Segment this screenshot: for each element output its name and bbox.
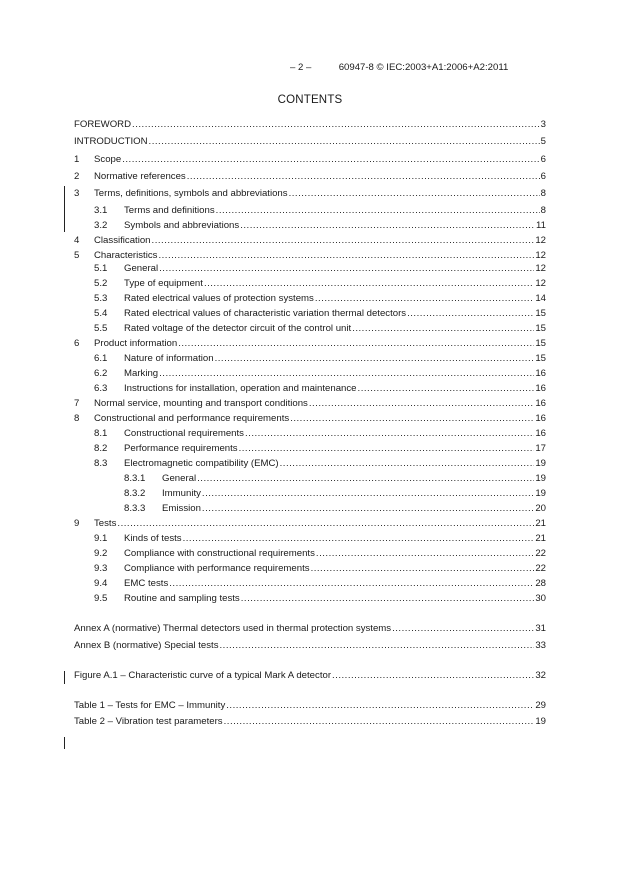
toc-entry-label: Table 2 – Vibration test parameters bbox=[74, 716, 223, 727]
toc-entry-label: Terms and definitions bbox=[124, 205, 215, 216]
toc-entry-page: 19 bbox=[535, 458, 546, 469]
toc-leader-dots bbox=[197, 471, 534, 486]
toc-entry-label: Marking bbox=[124, 368, 159, 379]
toc-entry-number: 8.3 bbox=[94, 458, 108, 469]
toc-entry[interactable] bbox=[74, 233, 546, 248]
toc-leader-dots bbox=[311, 561, 535, 576]
toc-entry[interactable] bbox=[74, 486, 546, 501]
toc-entry[interactable] bbox=[74, 396, 546, 411]
toc-entry-label: Annex A (normative) Thermal detectors used in thermal protection systems bbox=[74, 623, 392, 634]
toc-leader-dots bbox=[241, 591, 535, 606]
toc-entry-page: 16 bbox=[535, 413, 546, 424]
toc-entry-page: 15 bbox=[535, 338, 546, 349]
toc-entry-label: Table 1 – Tests for EMC – Immunity bbox=[74, 700, 226, 711]
toc-entry-page: 6 bbox=[540, 171, 546, 182]
toc-entry[interactable] bbox=[74, 186, 546, 201]
toc-entry-page: 31 bbox=[535, 623, 546, 634]
toc-entry-number: 8 bbox=[74, 413, 80, 424]
toc-entry-label: EMC tests bbox=[124, 578, 169, 589]
toc-entry-page: 11 bbox=[536, 220, 546, 231]
toc-entry-number: 6.1 bbox=[94, 353, 108, 364]
toc-entry[interactable] bbox=[74, 261, 546, 276]
toc-entry[interactable] bbox=[74, 531, 546, 546]
toc-entry-page: 22 bbox=[535, 563, 546, 574]
toc-entry-page: 14 bbox=[535, 293, 546, 304]
toc-entry-label: Figure A.1 – Characteristic curve of a typical Mark A detector bbox=[74, 670, 332, 681]
document-id: 60947-8 © IEC:2003+A1:2006+A2:2011 bbox=[338, 62, 509, 73]
toc-entry-page: 12 bbox=[535, 278, 546, 289]
toc-entry[interactable] bbox=[74, 291, 546, 306]
toc-entry-page: 8 bbox=[540, 188, 546, 199]
toc-entry-page: 30 bbox=[535, 593, 546, 604]
page-number: – 2 – bbox=[290, 62, 312, 73]
toc-entry-number: 8.3.3 bbox=[124, 503, 146, 514]
toc-entry-number: 5.2 bbox=[94, 278, 108, 289]
toc-entry-number: 5.1 bbox=[94, 263, 108, 274]
toc-leader-dots bbox=[289, 186, 540, 201]
toc-entry-label: Tests bbox=[94, 518, 117, 529]
toc-entry-label: Constructional and performance requirements bbox=[94, 413, 290, 424]
toc-entry-label: Kinds of tests bbox=[124, 533, 182, 544]
page-header bbox=[290, 62, 546, 73]
toc-entry-number: 9 bbox=[74, 518, 80, 529]
toc-entry[interactable] bbox=[74, 668, 546, 683]
toc-entry-label: Annex B (normative) Special tests bbox=[74, 640, 219, 651]
toc-leader-dots bbox=[352, 321, 534, 336]
toc-entry-page: 33 bbox=[535, 640, 546, 651]
toc-leader-dots bbox=[149, 134, 540, 149]
toc-leader-dots bbox=[392, 621, 534, 636]
toc-entry-page: 5 bbox=[540, 136, 546, 147]
toc-entry-page: 19 bbox=[535, 473, 546, 484]
toc-entry[interactable] bbox=[74, 169, 546, 184]
toc-leader-dots bbox=[239, 441, 535, 456]
toc-entry-page: 29 bbox=[535, 700, 546, 711]
toc-leader-dots bbox=[178, 336, 534, 351]
toc-leader-dots bbox=[315, 291, 535, 306]
toc-entry-number: 9.3 bbox=[94, 563, 108, 574]
toc-entry-label: Symbols and abbreviations bbox=[124, 220, 240, 231]
toc-entry-number: 9.2 bbox=[94, 548, 108, 559]
toc-leader-dots bbox=[240, 218, 535, 233]
toc-leader-dots bbox=[187, 169, 540, 184]
toc-entry-label: Terms, definitions, symbols and abbreviations bbox=[94, 188, 288, 199]
toc-entry-number: 9.1 bbox=[94, 533, 108, 544]
toc-leader-dots bbox=[358, 381, 535, 396]
toc-entry-label: Performance requirements bbox=[124, 443, 238, 454]
toc-entry[interactable] bbox=[74, 336, 546, 351]
toc-entry[interactable] bbox=[74, 471, 546, 486]
toc-entry-number: 7 bbox=[74, 398, 80, 409]
toc-entry-label: INTRODUCTION bbox=[74, 136, 148, 147]
toc-entry-page: 12 bbox=[535, 250, 546, 261]
toc-entry[interactable] bbox=[74, 306, 546, 321]
toc-entry-label: Characteristics bbox=[94, 250, 158, 261]
toc-entry-number: 8.1 bbox=[94, 428, 108, 439]
toc-entry[interactable] bbox=[74, 698, 546, 713]
toc-entry[interactable] bbox=[74, 366, 546, 381]
toc-entry-label: Constructional requirements bbox=[124, 428, 244, 439]
toc-entry-page: 21 bbox=[535, 518, 546, 529]
toc-entry-label: Immunity bbox=[162, 488, 201, 499]
toc-entry[interactable] bbox=[74, 638, 546, 653]
toc-entry-label: General bbox=[162, 473, 197, 484]
toc-entry-number: 5.5 bbox=[94, 323, 108, 334]
toc-entry-label: Compliance with constructional requirements bbox=[124, 548, 315, 559]
change-bar bbox=[64, 671, 65, 684]
toc-leader-dots bbox=[152, 233, 535, 248]
toc-entry-label: Rated electrical values of characteristic variation thermal detectors bbox=[124, 308, 407, 319]
contents-title: CONTENTS bbox=[277, 94, 343, 106]
toc-entry-label: Rated voltage of the detector circuit of the control unit bbox=[124, 323, 352, 334]
toc-entry[interactable] bbox=[74, 276, 546, 291]
toc-entry[interactable] bbox=[74, 203, 546, 218]
toc-entry-label: Nature of information bbox=[124, 353, 214, 364]
toc-entry-page: 6 bbox=[540, 154, 546, 165]
toc-entry[interactable] bbox=[74, 576, 546, 591]
toc-entry-number: 5.3 bbox=[94, 293, 108, 304]
toc-entry-number: 3.1 bbox=[94, 205, 108, 216]
toc-entry-page: 12 bbox=[535, 235, 546, 246]
toc-entry-label: Routine and sampling tests bbox=[124, 593, 240, 604]
toc-entry[interactable] bbox=[74, 516, 546, 531]
toc-leader-dots bbox=[332, 668, 534, 683]
change-bar bbox=[64, 737, 65, 749]
toc-leader-dots bbox=[224, 714, 535, 729]
toc-entry-page: 20 bbox=[535, 503, 546, 514]
toc-entry-page: 16 bbox=[535, 398, 546, 409]
toc-leader-dots bbox=[407, 306, 534, 321]
toc-entry-label: Scope bbox=[94, 154, 122, 165]
toc-leader-dots bbox=[159, 366, 534, 381]
toc-entry-page: 15 bbox=[535, 308, 546, 319]
toc-entry[interactable] bbox=[74, 218, 546, 233]
toc-leader-dots bbox=[215, 351, 535, 366]
toc-entry-page: 15 bbox=[535, 323, 546, 334]
toc-leader-dots bbox=[220, 638, 535, 653]
toc-entry[interactable] bbox=[74, 501, 546, 516]
toc-leader-dots bbox=[122, 152, 539, 167]
toc-entry-label: Normal service, mounting and transport conditions bbox=[94, 398, 308, 409]
toc-entry[interactable] bbox=[74, 546, 546, 561]
toc-leader-dots bbox=[309, 396, 534, 411]
toc-entry-number: 4 bbox=[74, 235, 80, 246]
toc-entry[interactable] bbox=[74, 591, 546, 606]
toc-entry-number: 8.3.2 bbox=[124, 488, 146, 499]
toc-leader-dots bbox=[117, 516, 534, 531]
toc-entry-page: 22 bbox=[535, 548, 546, 559]
toc-entry-number: 8.3.1 bbox=[124, 473, 146, 484]
toc-leader-dots bbox=[202, 486, 534, 501]
toc-entry-number: 6.3 bbox=[94, 383, 108, 394]
toc-entry[interactable] bbox=[74, 714, 546, 729]
toc-entry[interactable] bbox=[74, 426, 546, 441]
toc-entry-page: 28 bbox=[535, 578, 546, 589]
toc-entry-number: 8.2 bbox=[94, 443, 108, 454]
toc-entry-number: 1 bbox=[74, 154, 80, 165]
toc-leader-dots bbox=[280, 456, 535, 471]
toc-entry-number: 2 bbox=[74, 171, 80, 182]
toc-leader-dots bbox=[159, 261, 534, 276]
toc-entry-label: Electromagnetic compatibility (EMC) bbox=[124, 458, 279, 469]
toc-leader-dots bbox=[316, 546, 534, 561]
toc-entry-number: 3 bbox=[74, 188, 80, 199]
toc-entry[interactable] bbox=[74, 134, 546, 149]
toc-entry-number: 5 bbox=[74, 250, 80, 261]
toc-entry-page: 12 bbox=[535, 263, 546, 274]
toc-entry-label: FOREWORD bbox=[74, 119, 132, 130]
toc-leader-dots bbox=[216, 203, 540, 218]
toc-entry-page: 19 bbox=[535, 488, 546, 499]
toc-leader-dots bbox=[202, 501, 534, 516]
toc-entry-page: 8 bbox=[540, 205, 546, 216]
change-bar bbox=[64, 186, 65, 232]
toc-entry-page: 16 bbox=[535, 383, 546, 394]
toc-leader-dots bbox=[183, 531, 535, 546]
toc-entry[interactable] bbox=[74, 561, 546, 576]
toc-leader-dots bbox=[132, 117, 540, 132]
toc-leader-dots bbox=[226, 698, 534, 713]
toc-entry[interactable] bbox=[74, 351, 546, 366]
toc-leader-dots bbox=[204, 276, 534, 291]
toc-entry-number: 6.2 bbox=[94, 368, 108, 379]
toc-entry-number: 3.2 bbox=[94, 220, 108, 231]
toc-entry-number: 6 bbox=[74, 338, 80, 349]
toc-entry-label: Instructions for installation, operation and maintenance bbox=[124, 383, 357, 394]
toc-entry-page: 32 bbox=[535, 670, 546, 681]
toc-entry-label: General bbox=[124, 263, 159, 274]
toc-leader-dots bbox=[245, 426, 534, 441]
toc-entry-page: 17 bbox=[535, 443, 546, 454]
toc-entry[interactable] bbox=[74, 441, 546, 456]
toc-entry[interactable] bbox=[74, 381, 546, 396]
toc-entry-label: Compliance with performance requirements bbox=[124, 563, 310, 574]
toc-entry-label: Classification bbox=[94, 235, 151, 246]
toc-entry-number: 5.4 bbox=[94, 308, 108, 319]
toc-leader-dots bbox=[169, 576, 534, 591]
toc-entry-page: 21 bbox=[535, 533, 546, 544]
toc-entry-label: Normative references bbox=[94, 171, 186, 182]
toc-entry-page: 16 bbox=[535, 368, 546, 379]
toc-entry[interactable] bbox=[74, 117, 546, 132]
toc-entry-label: Type of equipment bbox=[124, 278, 203, 289]
toc-entry-page: 16 bbox=[535, 428, 546, 439]
toc-entry[interactable] bbox=[74, 621, 546, 636]
toc-entry[interactable] bbox=[74, 152, 546, 167]
toc-entry-label: Rated electrical values of protection systems bbox=[124, 293, 314, 304]
toc-entry-label: Emission bbox=[162, 503, 201, 514]
toc-entry[interactable] bbox=[74, 411, 546, 426]
toc-entry-number: 9.4 bbox=[94, 578, 108, 589]
toc-leader-dots bbox=[290, 411, 534, 426]
toc-entry[interactable] bbox=[74, 321, 546, 336]
toc-entry-page: 19 bbox=[535, 716, 546, 727]
toc-entry-page: 3 bbox=[540, 119, 546, 130]
toc-entry-page: 15 bbox=[535, 353, 546, 364]
toc-entry-label: Product information bbox=[94, 338, 178, 349]
toc-entry[interactable] bbox=[74, 456, 546, 471]
toc-entry-number: 9.5 bbox=[94, 593, 108, 604]
